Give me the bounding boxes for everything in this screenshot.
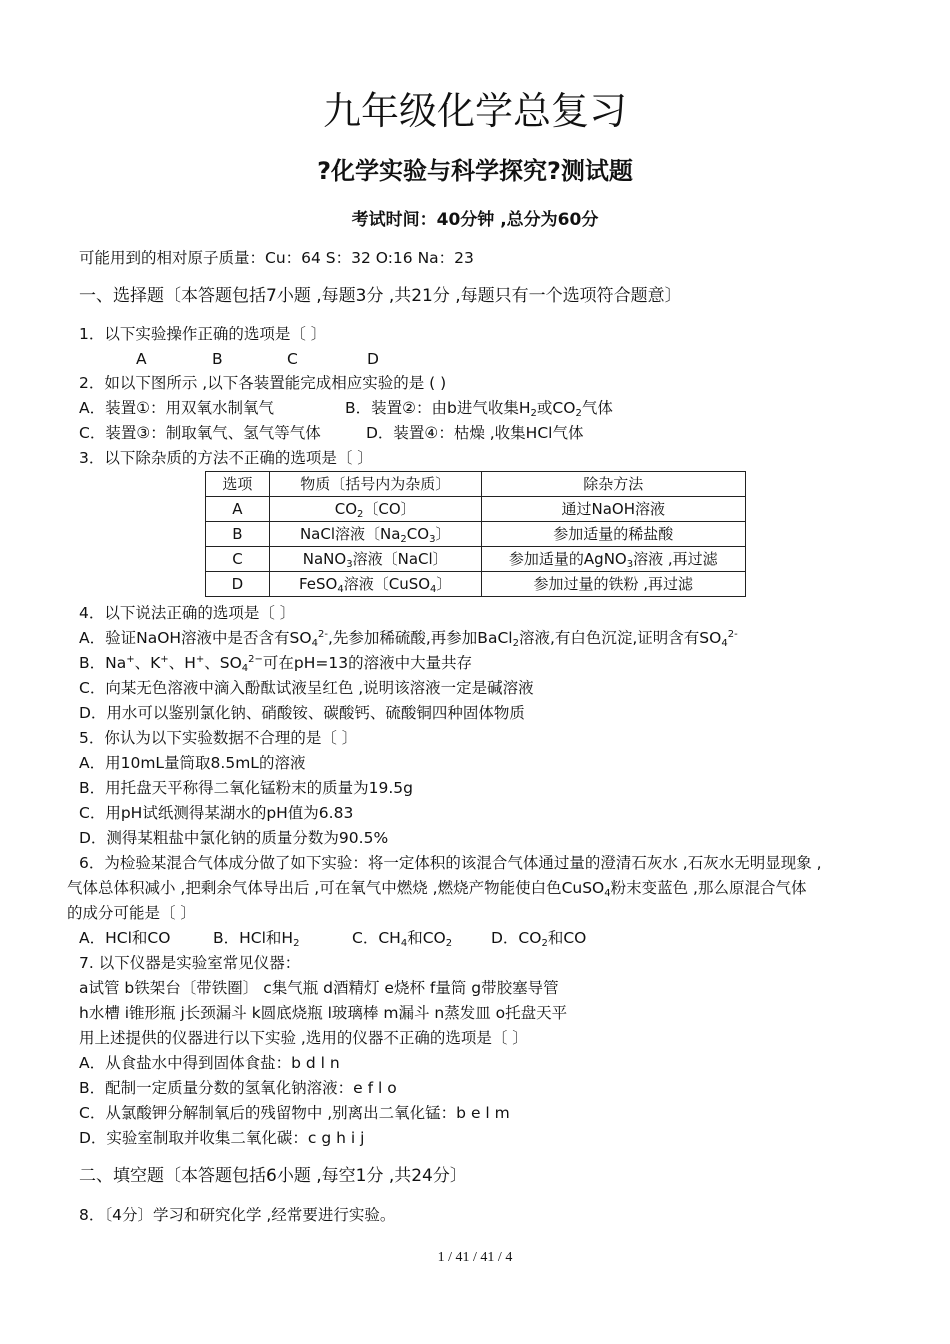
table-cell-option: B	[206, 522, 270, 547]
q7-instrument-list-1: a试管 b铁架台〔带铁圈〕 c集气瓶 d酒精灯 e烧杯 f量筒 g带胶塞导管	[79, 979, 559, 997]
section2-heading: 二、填空题〔本答题包括6小题 ,每空1分 ,共24分〕	[79, 1166, 467, 1186]
page-subtitle: ?化学实验与科学探究?测试题	[317, 157, 633, 185]
q7-instrument-list-2: h水槽 i锥形瓶 j长颈漏斗 k圆底烧瓶 l玻璃棒 m漏斗 n蒸发皿 o托盘天平	[79, 1004, 568, 1022]
q7-option-b: B．配制一定质量分数的氢氧化钠溶液：e f l o	[79, 1079, 397, 1097]
q6-option-a: A．HCl和CO	[79, 929, 171, 947]
q1-option-a: A	[136, 350, 147, 368]
table-cell-method: 通过NaOH溶液	[481, 497, 745, 522]
q4-option-c: C．向某无色溶液中滴入酚酞试液呈红色 ,说明该溶液一定是碱溶液	[79, 679, 534, 697]
q2-stem: 2．如以下图所示 ,以下各装置能完成相应实验的是 ( )	[79, 374, 447, 392]
q1-option-b: B	[212, 350, 223, 368]
table-header-cell: 选项	[206, 472, 270, 497]
atomic-masses: 可能用到的相对原子质量：Cu：64 S：32 O:16 Na：23	[79, 249, 474, 267]
q8-stem: 8．〔4分〕学习和研究化学 ,经常要进行实验。	[79, 1206, 396, 1224]
table-header-cell: 除杂方法	[481, 472, 745, 497]
q6-option-c: C．$CH_4$和$CO_2$	[352, 929, 453, 949]
table-cell-option: A	[206, 497, 270, 522]
table-cell-method: 参加过量的铁粉 ,再过滤	[481, 572, 745, 597]
q4-option-a: A．验证NaOH溶液中是否含有$SO_4^{2-}$,先参加稀硫酸,再参加BaCl$_2$溶液,有白色沉淀,证明含有$SO_4^{2-}$	[79, 629, 738, 649]
q5-option-a: A．用10mL量筒取8.5mL的溶液	[79, 754, 306, 772]
q1-stem: 1．以下实验操作正确的选项是〔 〕	[79, 325, 327, 343]
q6-stem-line3: 的成分可能是〔 〕	[67, 904, 196, 922]
q6-option-b: B．HCl和$H_2$	[213, 929, 300, 949]
q2-option-b: B．装置②：由b进气收集$H_2$或$CO_2$气体	[345, 399, 613, 419]
q6-stem-line2: 气体总体积减小 ,把剩余气体导出后 ,可在氧气中燃烧 ,燃烧产物能使白色CuSO$_4$粉末变蓝色 ,那么原混合气体	[67, 879, 807, 899]
q5-stem: 5．你认为以下实验数据不合理的是〔 〕	[79, 729, 358, 747]
q1-option-c: C	[287, 350, 298, 368]
table-header-cell: 物质〔括号内为杂质〕	[269, 472, 481, 497]
table-cell-method: 参加适量的AgNO$_3$溶液 ,再过滤	[481, 547, 745, 572]
q7-option-d: D．实验室制取并收集二氧化碳：c g h i j	[79, 1129, 365, 1147]
page-number: 1 / 41 / 41 / 4	[437, 1250, 513, 1265]
q4-option-d: D．用水可以鉴别氯化钠、硝酸铵、碳酸钙、硫酸铜四种固体物质	[79, 704, 525, 722]
q2-option-c: C．装置③：制取氧气、氢气等气体	[79, 424, 321, 442]
q5-option-b: B．用托盘天平称得二氧化锰粉末的质量为19.5g	[79, 779, 413, 797]
q6-option-d: D．$CO_2$和CO	[491, 929, 587, 949]
q1-option-d: D	[367, 350, 379, 368]
q6-stem-line1: 6．为检验某混合气体成分做了如下实验：将一定体积的该混合气体通过量的澄清石灰水 ,石灰水无明显现象 ,	[79, 854, 822, 872]
q7-question: 用上述提供的仪器进行以下实验 ,选用的仪器不正确的选项是〔 〕	[79, 1029, 528, 1047]
table-cell-option: C	[206, 547, 270, 572]
page-title: 九年级化学总复习	[322, 89, 627, 133]
table-cell-substance: NaNO$_3$溶液〔NaCl〕	[269, 547, 481, 572]
q2-options-ab	[79, 398, 613, 419]
table-row	[206, 572, 746, 597]
table-row	[206, 497, 746, 522]
q7-option-a: A．从食盐水中得到固体食盐：b d l n	[79, 1054, 340, 1072]
q4-option-b: B．Na+、K+、H+、$SO_4^{2-}$可在pH=13的溶液中大量共存	[79, 654, 473, 674]
table-cell-substance: NaCl溶液〔$Na_2CO_3$〕	[269, 522, 481, 547]
table-cell-option: D	[206, 572, 270, 597]
table-row	[206, 547, 746, 572]
q2-options-cd	[79, 423, 584, 443]
table-cell-substance: $CO_2$〔CO〕	[269, 497, 481, 522]
table-cell-method: 参加适量的稀盐酸	[481, 522, 745, 547]
table-cell-substance: FeSO$_4$溶液〔CuSO$_4$〕	[269, 572, 481, 597]
q7-option-c: C．从氯酸钾分解制氧后的残留物中 ,别离出二氧化锰：b e l m	[79, 1104, 510, 1122]
q5-option-c: C．用pH试纸测得某湖水的pH值为6.83	[79, 804, 354, 822]
exam-info: 考试时间：40分钟 ,总分为60分	[351, 210, 599, 230]
q6-options	[79, 928, 587, 949]
q5-option-d: D．测得某粗盐中氯化钠的质量分数为90.5%	[79, 829, 389, 847]
section1-heading: 一、选择题〔本答题包括7小题 ,每题3分 ,共21分 ,每题只有一个选项符合题意〕	[79, 286, 682, 306]
table-header-row	[206, 472, 746, 497]
impurity-table	[205, 471, 746, 597]
table-row	[206, 522, 746, 547]
q2-option-d: D．装置④：枯燥 ,收集HCl气体	[366, 424, 584, 442]
q3-stem: 3．以下除杂质的方法不正确的选项是〔 〕	[79, 449, 373, 467]
q2-option-a: A．装置①：用双氧水制氧气	[79, 399, 274, 417]
q4-stem: 4．以下说法正确的选项是〔 〕	[79, 604, 296, 622]
q7-stem: 7. 以下仪器是实验室常见仪器：	[79, 954, 301, 972]
